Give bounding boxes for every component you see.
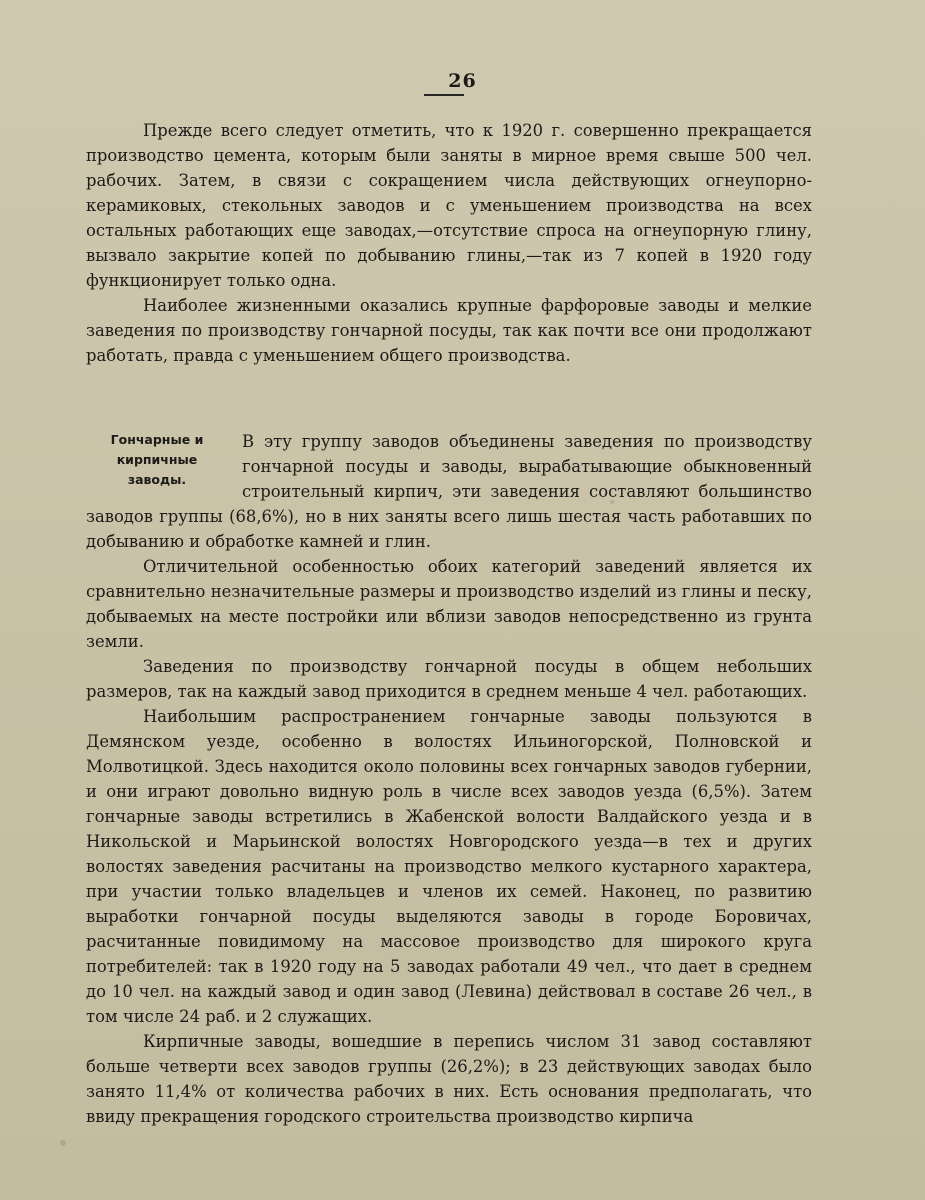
paragraph: Отличительной особенностью обоих категорий заведений является их сравнительно незначительные размеры и производство изделий из глины и песку, добываемых на месте постройки или вблизи заводов непосредственно из грунта земли.: [86, 557, 812, 651]
paragraph: Наибольшим распространением гончарные заводы пользуются в Демянском уезде, особенно в волостях Ильиногорской, Полновской и Молвотицкой. Здесь находится около половины всех гончарных заводов губернии, и они играют довольно видную роль в числе всех заводов уезда (6,5%). Затем гончарные заводы встретились в Жабенской волости Валдайского уезда и в Никольской и Марьинской волостях Новгородского уезда—в тех и других волостях заведения расчитаны на производство мелкого кустарного характера, при участии только владельцев и членов их семей. Наконец, по развитию выработки гончарной посуды выделяются заводы в городе Боровичах, расчитанные повидимому на массовое производство для широкого круга потребителей: так в 1920 году на 5 заводах работали 49 чел., что дает в среднем до 10 чел. на каждый завод и один завод (Левина) действовал в составе 26 чел., в том числе 24 раб. и 2 служащих.: [86, 707, 812, 1026]
paragraph: Заведения по производству гончарной посуды в общем небольших размеров, так на каждый завод приходится в среднем меньше 4 чел. работающих.: [86, 657, 812, 701]
paragraph: Наиболее жизненными оказались крупные фарфоровые заводы и мелкие заведения по производству гончарной посуды, так как почти все они продолжают работать, правда с уменьшением общего производства.: [86, 296, 812, 365]
paragraph: В эту группу заводов объединены заведения по производству гончарной посуды и заводы, вырабатывающие обыкновенный строительный кирпич, эти заведения составляют большинство заводов группы (68,6%), но в них заняты всего лишь шестая часть работавших по добыванию и обработке камней и глин.: [86, 432, 812, 551]
margin-heading: Гончарные и кирпичные заводы.: [110, 432, 204, 487]
pottery-brick-section: [86, 429, 812, 1129]
intro-section: [86, 118, 812, 368]
paragraph: Кирпичные заводы, вошедшие в перепись числом 31 завод составляют больше четверти всех заводов группы (26,2%); в 23 действующих заводах было занято 11,4% от количества рабочих в них. Есть основания предполагать, что ввиду прекращения городского строительства производство кирпича: [86, 1032, 812, 1126]
page-number: 26: [448, 70, 477, 92]
paper-spot: [60, 1140, 66, 1146]
page-number-underline: [424, 94, 464, 96]
paragraph: Прежде всего следует отметить, что к 1920 г. совершенно прекращается производство цемента, которым были заняты в мирное время свыше 500 чел. рабочих. Затем, в связи с сокращением числа действующих огнеупорно-керамиковых, стекольных заводов и с уменьшением производства на всех остальных работающих еще заводах,—отсутствие спроса на огнеупорную глину, вызвало закрытие копей по добыванию глины,—так из 7 копей в 1920 году функционирует только одна.: [86, 121, 812, 290]
